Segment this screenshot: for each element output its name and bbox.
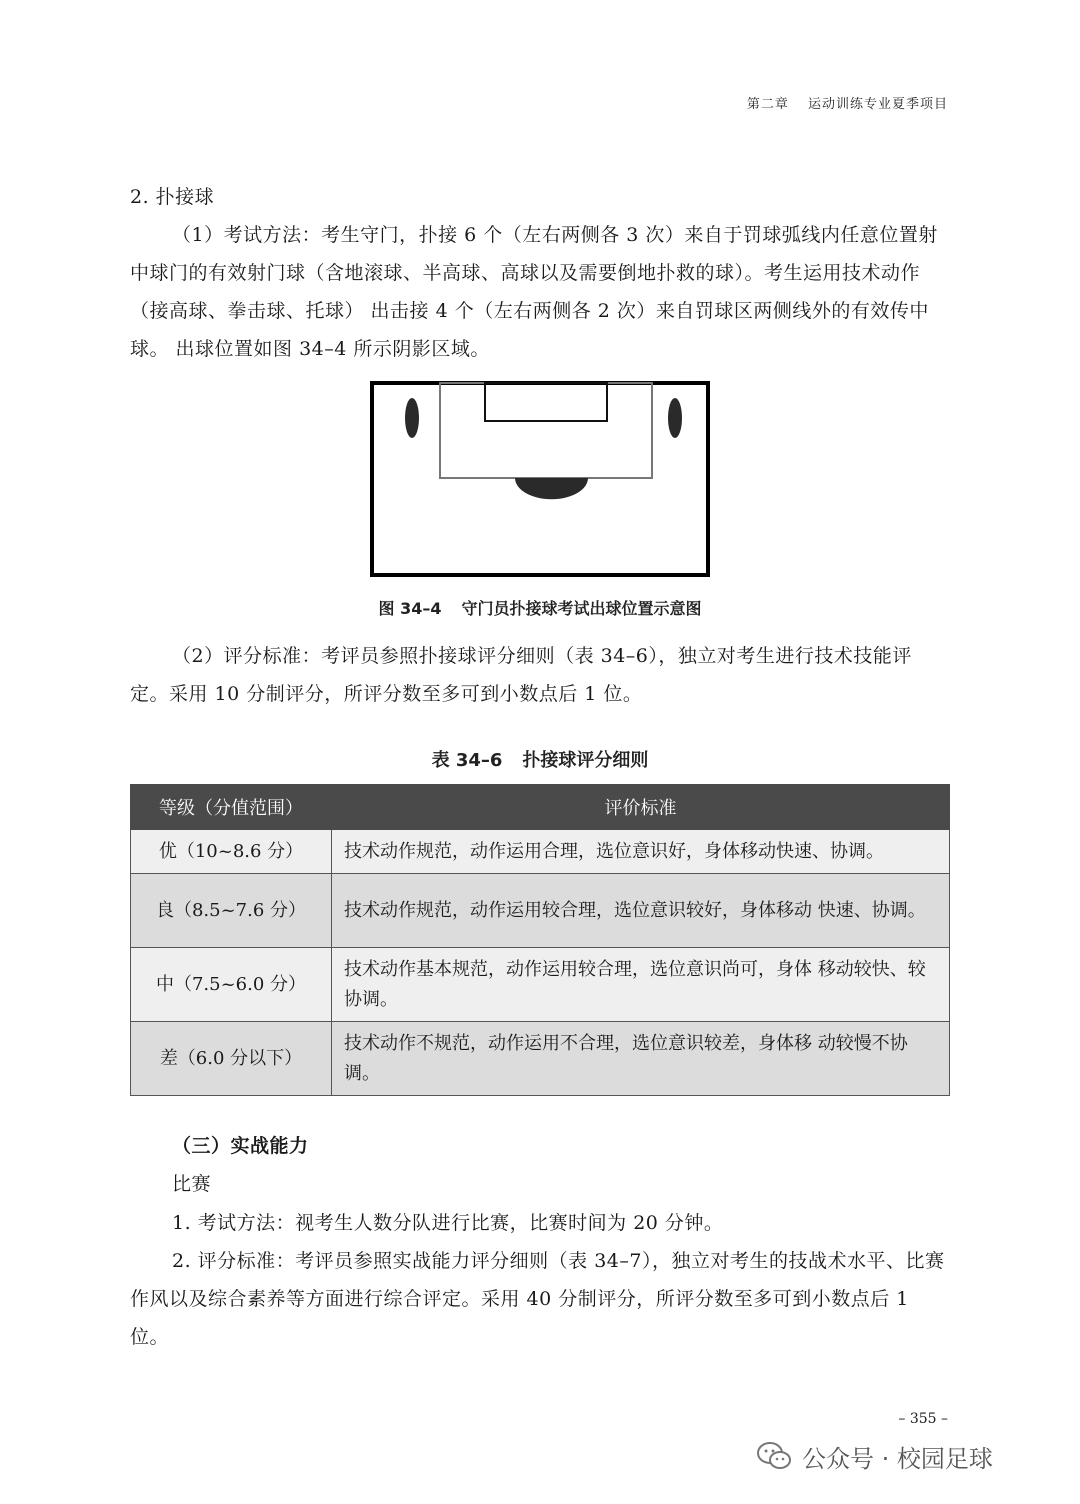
header-title: 运动训练专业夏季项目 <box>807 97 948 112</box>
table-row <box>131 830 950 874</box>
grade-cell: 差（6.0 分以下） <box>131 1022 332 1096</box>
grade-cell: 良（8.5~7.6 分） <box>131 874 332 948</box>
grade-cell: 优（10~8.6 分） <box>131 830 332 874</box>
criteria-cell: 技术动作规范，动作运用较合理，选位意识较好，身体移动 快速、协调。 <box>332 874 950 948</box>
header-grade: 等级（分值范围） <box>131 785 332 830</box>
left-cross-zone <box>405 398 419 438</box>
right-cross-zone <box>668 398 682 438</box>
table-row <box>131 874 950 948</box>
table-number: 表 34–6 <box>431 750 503 771</box>
grade-cell: 中（7.5~6.0 分） <box>131 948 332 1022</box>
section-heading-match: （三）实战能力 <box>172 1135 309 1157</box>
criteria-cell: 技术动作不规范，动作运用不合理，选位意识较差，身体移 动较慢不协调。 <box>332 1022 950 1096</box>
watermark-text: 公众号 · 校园足球 <box>802 1444 993 1473</box>
figure-title: 守门员扑接球考试出球位置示意图 <box>461 599 702 618</box>
figure-number: 图 34–4 <box>378 599 442 618</box>
wechat-icon <box>756 1441 792 1471</box>
figure-caption <box>0 596 1080 619</box>
subheading-match: 比赛 <box>172 1173 212 1195</box>
paragraph-match-method: 1. 考试方法：视考生人数分队进行比赛，比赛时间为 20 分钟。 <box>172 1212 724 1234</box>
scoring-table <box>130 784 950 1096</box>
header-criteria: 评价标准 <box>332 785 950 830</box>
paragraph-exam-method: （1）考试方法：考生守门，扑接 6 个（左右两侧各 3 次）来自于罚球弧线内任意位置射中球门的有效射门球（含地滚球、半高球、高球以及需要倒地扑救的球）。考生运用技术动作（接高球、拳击球、托球） 出击接 4 个（左右两侧各 2 次）来自罚球区两侧线外的有效传中球。 出球位置如图 34–4 所示阴影区域。 <box>130 224 938 360</box>
watermark <box>756 1436 993 1476</box>
running-header <box>747 93 948 112</box>
table-title: 扑接球评分细则 <box>522 750 649 771</box>
criteria-cell: 技术动作基本规范，动作运用较合理，选位意识尚可，身体 移动较快、较协调。 <box>332 948 950 1022</box>
section-heading-catch: 2. 扑接球 <box>130 186 215 208</box>
table-row <box>131 1022 950 1096</box>
paragraph-match-scoring: 2. 评分标准：考评员参照实战能力评分细则（表 34–7），独立对考生的技战术水平、比赛作风以及综合素养等方面进行综合评定。采用 40 分制评分，所评分数至多可到小数点后 1 位。 <box>130 1250 945 1348</box>
criteria-cell: 技术动作规范，动作运用合理，选位意识好，身体移动快速、协调。 <box>332 830 950 874</box>
header-chapter: 第二章 <box>746 97 789 112</box>
paragraph-scoring: （2）评分标准：考评员参照扑接球评分细则（表 34–6），独立对考生进行技术技能评定。采用 10 分制评分，所评分数至多可到小数点后 1 位。 <box>130 645 912 705</box>
table-header-row <box>131 785 950 830</box>
table-row <box>131 948 950 1022</box>
page-number: – 355 – <box>898 1411 948 1427</box>
table-caption <box>0 746 1080 772</box>
goalkeeper-field-diagram <box>370 381 710 577</box>
